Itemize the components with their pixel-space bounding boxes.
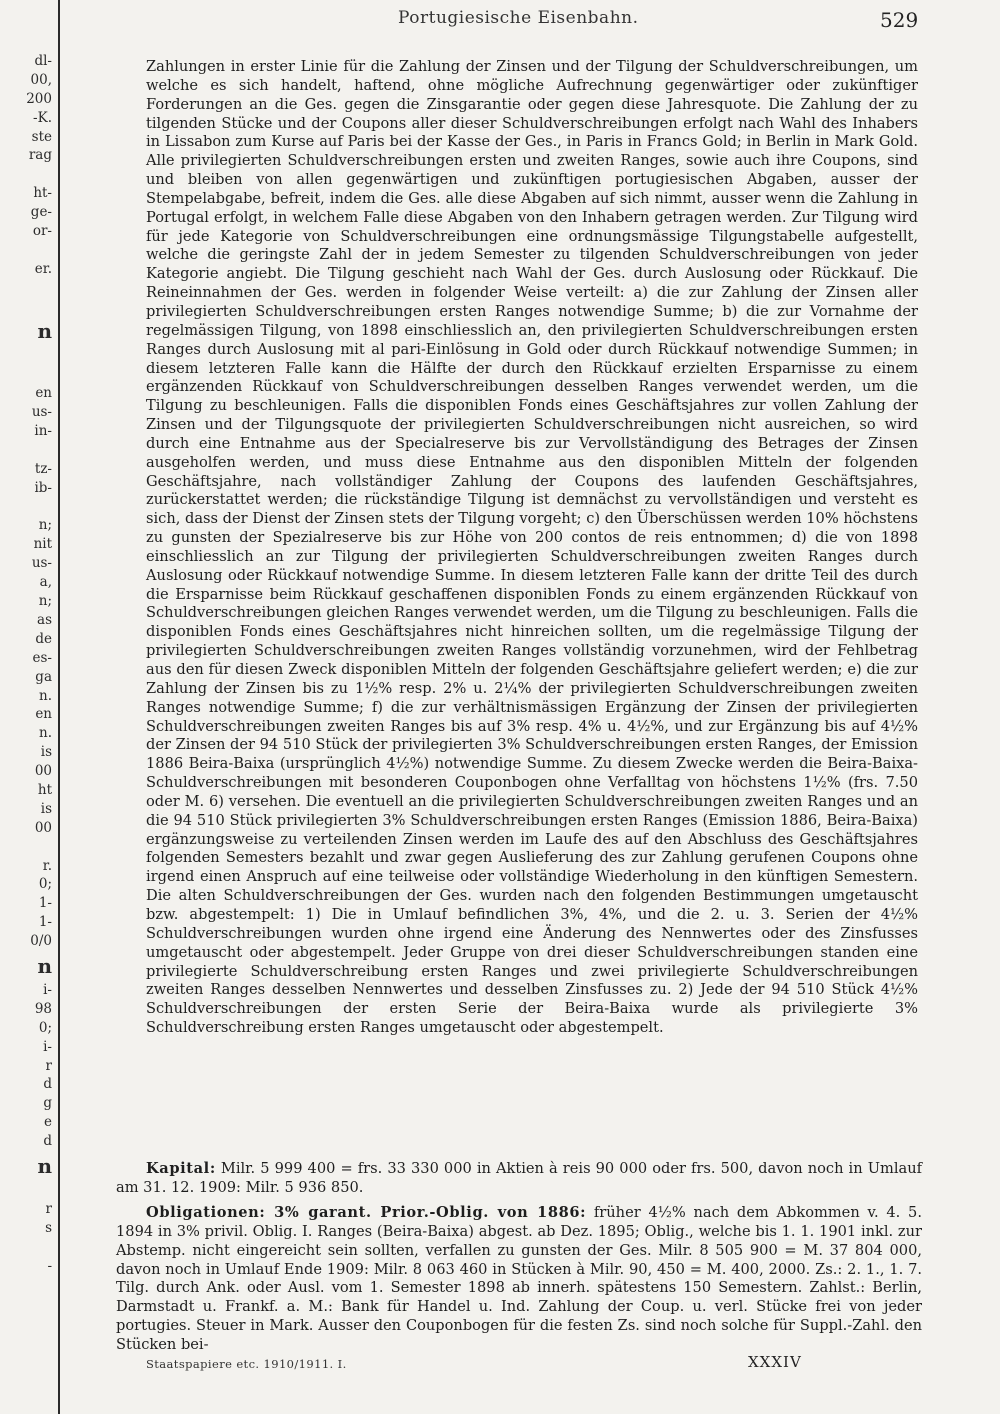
margin-fragment: n xyxy=(37,953,52,978)
body-paragraph: Zahlungen in erster Linie für die Zahlung der Zinsen und der Tilgung der Schuldverschreibungen, um welche es sich handelt, haftend, ohne mögliche Aufrechnung gegenwärtiger oder zukünftiger Forderungen an die Ges. gegen die Zinsgarantie oder gegen diese Jahresquote. Die Zahlung der zu tilgenden Stücke und der Coupons aller dieser Schuldverschreibungen erfolgt nach Wahl des Inhabers in Lissabon zum Kurse auf Paris bei der Kasse der Ges., in Paris in Francs Gold; in Berlin in Mark Gold. Alle privilegierten Schuldverschreibungen ersten und zweiten Ranges, sowie auch ihre Coupons, sind und bleiben von allen gegenwärtigen und zukünftigen portugiesischen Abgaben, ausser der Stempelabgabe, befreit, indem die Ges. alle diese Abgaben auf sich nimmt, ausser wenn die Zahlung in Portugal erfolgt, in welchem Falle diese Abgaben von den Inhabern getragen werden. Zur Tilgung wird für jede Kategorie von Schuldverschreibungen eine ordnungsmässige Tilgungstabelle aufgestellt, welche die geringste Zahl der in jedem Semester zu tilgenden Schuldverschreibungen von jeder Kategorie angiebt. Die Tilgung geschieht nach Wahl der Ges. durch Auslosung oder Rückkauf. Die Reineinnahmen der Ges. werden in folgender Weise verteilt: a) die zur Zahlung der Zinsen aller privilegierten Schuldverschreibungen ersten Ranges notwendige Summe; b) die zur Vornahme der regelmässigen Tilgung, von 1898 einschliesslich an, den privilegierten Schuldverschreibungen ersten Ranges durch Auslosung mit al pari-Einlösung in Gold oder durch Rückkauf notwendige Summen; in diesem letzteren Falle kann die Hälfte der durch den Rückkauf erzielten Ersparnisse zu einem ergänzenden Rückkauf von Schuldverschreibungen desselben Ranges verwendet werden, um die Tilgung zu beschleunigen. Falls die disponiblen Fonds eines Geschäftsjahres zur vollen Zahlung der Zinsen und der Tilgungsquote der privilegierten Schuldverschreibungen nicht ausreichen, so wird durch eine Entnahme aus der Specialreserve bis zur Vervollständigung des Betrages der Zinsen ausgeholfen werden, und muss diese Entnahme aus den disponiblen Mitteln der folgenden Geschäftsjahre, nach vollständiger Zahlung der Coupons des laufenden Geschäftsjahres, zurückerstattet werden; die rückständige Tilgung ist demnächst zu vervollständigen und versteht es sich, dass der Dienst der Zinsen stets der Tilgung vorgeht; c) den Überschüssen werden 10% höchstens zu gunsten der Spezialreserve bis zur Höhe von 200 contos de reis entnommen; d) die von 1898 einschliesslich an zur Tilgung der privilegierten Schuldverschreibungen zweiten Ranges durch Auslosung oder Rückkauf notwendige Summe. In diesem letzteren Falle kann der dritte Teil des durch die Ersparnisse beim Rückkauf geschaffenen disponiblen Fonds zu einem ergänzenden Rückkauf von Schuldverschreibungen gleichen Ranges verwendet werden, um die Tilgung zu beschleunigen. Falls die disponiblen Fonds eines Geschäftsjahres nicht hinreichen sollten, um die regelmässige Tilgung der privilegierten Schuldverschreibungen zweiten Ranges vollständig vorzunehmen, wird der Fehlbetrag aus den für diesen Zweck disponiblen Mitteln der folgenden Geschäftsjahre geliefert werden; e) die zur Zahlung der Zinsen bis zu 1½% resp. 2% u. 2¼% der privilegierten Schuldverschreibungen zweiten Ranges notwendige Summe; f) die zur verhältnismässigen Ergänzung der Zinsen der privilegierten Schuldverschreibungen zweiten Ranges bis auf 3% resp. 4% u. 4½%, und zur Ergänzung bis auf 4½% der Zinsen der 94 510 Stück der privilegierten 3% Schuldverschreibungen ersten Ranges, der Emission 1886 Beira-Baixa (ursprünglich 4½%) notwendige Summe. Zu diesem Zwecke werden die Beira-Baixa-Schuldverschreibungen mit besonderen Couponbogen ohne Verfalltag von höchstens 1½% (frs. 7.50 oder M. 6) versehen. Die eventuell an die privilegierten Schuldverschreibungen zweiten Ranges und an die 94 510 Stück privilegierten 3% Schuldverschreibungen ersten Ranges (Emission 1886, Beira-Baixa) ergänzungsweise zu verteilenden Zinsen werden im Laufe des auf den Abschluss des Geschäftsjahres folgenden Semesters bezahlt und zwar gegen Auslieferung des zur Zahlung gerufenen Coupons ohne irgend einen Anspruch auf eine teilweise oder vollständige Wiederholung in den künftigen Semestern. Die alten Schuldverschreibungen der Ges. wurden nach den folgenden Bestimmungen umgetauscht bzw. abgestempelt: 1) Die in Umlauf befindlichen 3%, 4%, und die 2. u. 3. Serien der 4½% Schuldverschreibungen wurden ohne irgend eine Änderung des Nennwertes oder des Zinsfusses umgetauscht oder abgestempelt. Jeder Gruppe von drei dieser Schuldverschreibungen standen eine privilegierte Schuldverschreibung ersten Ranges und zwei privilegierte Schuldverschreibungen zweiten Ranges desselben Nennwertes und desselben Zinsfusses zu. 2) Jede der 94 510 Stück 4½% Schuldverschreibungen der ersten Serie der Beira-Baixa wurde als privilegierte 3% Schuldverschreibung ersten Ranges umgetauscht oder abgestempelt. xyxy=(146,58,918,1037)
margin-fragment: r. xyxy=(42,857,52,874)
page-number: 529 xyxy=(880,8,919,32)
margin-fragment: ga xyxy=(35,668,52,685)
margin-fragment: 00, xyxy=(30,71,52,88)
margin-fragment: dl- xyxy=(34,53,52,69)
margin-fragment: 0/0 xyxy=(30,933,52,950)
margin-fragment xyxy=(0,498,56,517)
margin-fragment xyxy=(0,346,56,365)
margin-fragment: en xyxy=(35,385,52,402)
margin-fragment xyxy=(0,365,56,384)
margin-fragment: ge- xyxy=(30,204,52,221)
margin-fragment: as xyxy=(37,611,52,628)
margin-fragment: 200 xyxy=(26,90,52,107)
margin-fragment: g xyxy=(43,1095,52,1112)
financial-entries xyxy=(116,1160,922,1361)
margin-fragment: in- xyxy=(34,423,52,440)
previous-page-margin xyxy=(0,52,56,1352)
margin-fragment xyxy=(0,1181,56,1200)
margin-fragment xyxy=(0,441,56,460)
margin-fragment: s xyxy=(45,1219,52,1236)
margin-fragment: - xyxy=(47,1257,52,1274)
margin-fragment xyxy=(0,298,56,317)
running-head: Portugiesische Eisenbahn. xyxy=(398,8,639,28)
margin-fragment: ste xyxy=(31,128,52,145)
margin-fragment: es- xyxy=(32,649,52,666)
margin-fragment xyxy=(0,165,56,184)
margin-fragment: e xyxy=(44,1114,52,1131)
margin-fragment: i- xyxy=(43,981,52,998)
margin-fragment: 0; xyxy=(38,1019,52,1036)
margin-fragment: or- xyxy=(32,223,52,240)
margin-fragment: nit xyxy=(33,536,52,553)
obligationen-label: Obligationen: 3% garant. Prior.-Oblig. von 1886: xyxy=(146,1203,587,1221)
margin-fragment: a, xyxy=(39,574,52,591)
margin-fragment: en xyxy=(35,706,52,723)
margin-fragment: is xyxy=(40,800,52,817)
margin-fragment: ib- xyxy=(34,479,52,496)
margin-fragment: n. xyxy=(39,725,52,742)
margin-fragment: er. xyxy=(34,260,52,277)
margin-fragment: 1- xyxy=(38,914,52,931)
column-divider xyxy=(58,0,60,1414)
margin-fragment: r xyxy=(45,1057,52,1074)
margin-fragment: us- xyxy=(31,555,52,572)
margin-fragment: n xyxy=(37,1153,52,1178)
margin-fragment: n xyxy=(37,319,52,344)
kapital-label: Kapital: xyxy=(146,1160,216,1177)
margin-fragment xyxy=(0,241,56,260)
footer-signature: Staatspapiere etc. 1910/1911. I. xyxy=(146,1357,347,1371)
obligationen-text: früher 4½% nach dem Abkommen v. 4. 5. 1894 in 3% privil. Oblig. I. Ranges (Beira-Baixa) abgest. ab Dez. 1895; Oblig., welche bis 1. 1. 1901 inkl. zur Abstemp. nicht eingereicht sein sollten, verfallen zu gunsten der Ges. Milr. 8 505 900 = M. 37 804 000, davon noch in Umlauf Ende 1909: Milr. 8 063 460 in Stücken à Milr. 90, 450 = M. 400, 2000. Zs.: 2. 1., 1. 7. Tilg. durch Ank. oder Ausl. vom 1. Semester 1898 ab innerh. spätestens 150 Semestern. Zahlst.: Berlin, Darmstadt u. Frankf. a. M.: Bank für Handel u. Ind. Zahlung der Coup. u. verl. Stücke frei von jeder portugies. Steuer in Mark. Ausser den Couponbogen für die festen Zs. sind noch solche für Suppl.-Zahl. den Stücken bei- xyxy=(116,1203,922,1354)
margin-fragment: ht- xyxy=(33,185,52,202)
margin-fragment: n. xyxy=(39,687,52,704)
margin-fragment: us- xyxy=(31,404,52,421)
margin-fragment: 0; xyxy=(38,876,52,893)
obligationen-entry xyxy=(116,1204,922,1355)
margin-fragment: -K. xyxy=(33,109,52,126)
margin-fragment: d xyxy=(43,1076,52,1093)
margin-fragment: n; xyxy=(38,517,52,534)
margin-fragment: r xyxy=(45,1200,52,1217)
margin-fragment: is xyxy=(40,744,52,761)
margin-fragment: 98 xyxy=(34,1000,52,1017)
margin-fragment: 00 xyxy=(34,763,52,780)
margin-fragment xyxy=(0,838,56,857)
margin-fragment: rag xyxy=(28,147,52,164)
margin-fragment xyxy=(0,1238,56,1257)
kapital-entry xyxy=(116,1160,922,1198)
margin-fragment: tz- xyxy=(34,460,52,477)
sheet-number: XXXIV xyxy=(748,1353,802,1371)
margin-fragment: de xyxy=(35,630,52,647)
margin-fragment: ht xyxy=(37,781,52,798)
margin-fragment: d xyxy=(43,1133,52,1150)
kapital-text: Milr. 5 999 400 = frs. 33 330 000 in Aktien à reis 90 000 oder frs. 500, davon noch in Umlauf am 31. 12. 1909: Milr. 5 936 850. xyxy=(116,1160,922,1196)
margin-fragment: i- xyxy=(43,1038,52,1055)
margin-fragment xyxy=(0,279,56,298)
body-text-block xyxy=(146,58,918,1038)
margin-fragment: 00 xyxy=(34,819,52,836)
margin-fragment: 1- xyxy=(38,895,52,912)
margin-fragment: n; xyxy=(38,593,52,610)
